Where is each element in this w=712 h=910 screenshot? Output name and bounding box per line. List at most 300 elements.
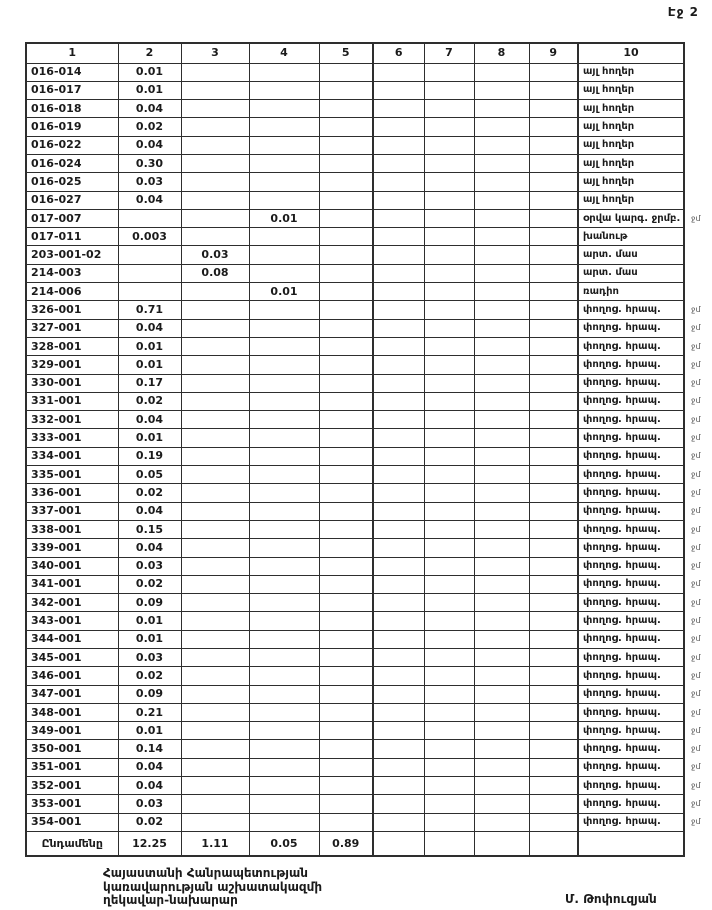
value-cell [529,703,578,721]
value-cell [319,283,373,301]
value-cell [474,100,529,118]
value-cell [249,667,319,685]
table-row [26,319,712,337]
value-cell [424,283,474,301]
parcel-code-cell: 016-022 [26,136,118,154]
value-cell: 0.03 [181,246,249,264]
parcel-code-cell: 338-001 [26,520,118,538]
table-row [26,209,712,227]
parcel-code-cell: 345-001 [26,649,118,667]
total-value-cell [373,831,424,856]
value-cell [529,575,578,593]
margin-annotation: ջմ [691,561,701,571]
table-row [26,136,712,154]
parcel-code-cell: 016-025 [26,173,118,191]
value-cell [181,374,249,392]
value-cell [249,520,319,538]
value-cell [373,575,424,593]
value-cell [373,356,424,374]
parcel-code-cell: 336-001 [26,484,118,502]
value-cell [373,795,424,813]
value-cell [181,594,249,612]
value-cell: 0.01 [118,612,181,630]
margin-annotation: ջմ [691,670,701,680]
value-cell: 0.30 [118,154,181,172]
value-cell [474,813,529,831]
value-cell [181,228,249,246]
value-cell [424,154,474,172]
margin-annotation [684,154,712,172]
margin-annotation: ջմ [691,707,701,717]
parcel-code-cell: 352-001 [26,777,118,795]
table-row [26,283,712,301]
value-cell [474,411,529,429]
value-cell [529,649,578,667]
value-cell [529,154,578,172]
margin-annotation [684,191,712,209]
value-cell [319,228,373,246]
value-cell [181,136,249,154]
value-cell [181,722,249,740]
land-type-cell: օրվա կարգ. ջրմբ. [578,209,684,227]
value-cell [529,374,578,392]
margin-annotation: ջմ [691,780,701,790]
value-cell [181,173,249,191]
margin-annotation [684,136,712,154]
value-cell [529,429,578,447]
value-cell [181,520,249,538]
value-cell [319,813,373,831]
value-cell [424,228,474,246]
value-cell [474,575,529,593]
value-cell [424,118,474,136]
margin-annotation: ջմ [691,799,701,809]
value-cell [424,337,474,355]
value-cell: 0.14 [118,740,181,758]
value-cell: 0.04 [118,539,181,557]
land-type-cell: խանութ [578,228,684,246]
issuer-title-line: կառավարության աշխատակազմի [103,879,323,894]
margin-annotation: ջմ [691,744,701,754]
parcel-code-cell: 334-001 [26,447,118,465]
table-row [26,374,712,392]
value-cell [529,740,578,758]
value-cell: 0.04 [118,136,181,154]
value-cell [319,209,373,227]
value-cell [249,703,319,721]
value-cell [474,191,529,209]
margin-annotation: ջմ [691,506,701,516]
value-cell [529,667,578,685]
parcel-code-cell: 348-001 [26,703,118,721]
value-cell [249,374,319,392]
value-cell: 0.08 [181,264,249,282]
column-header: 6 [373,43,424,63]
value-cell [529,484,578,502]
issuer-title [103,867,322,908]
value-cell [373,191,424,209]
margin-annotation: ջմ [691,469,701,479]
value-cell: 0.04 [118,411,181,429]
value-cell [181,630,249,648]
value-cell [181,337,249,355]
land-type-cell: այլ հողեր [578,173,684,191]
value-cell [424,758,474,776]
value-cell [424,392,474,410]
value-cell [529,411,578,429]
value-cell [118,283,181,301]
value-cell [249,356,319,374]
value-cell [373,612,424,630]
value-cell [249,191,319,209]
value-cell [474,173,529,191]
value-cell [181,484,249,502]
value-cell [373,722,424,740]
table-row [26,649,712,667]
table-row [26,575,712,593]
value-cell [373,283,424,301]
value-cell [474,337,529,355]
land-type-cell: փողոց. հրապ. [578,337,684,355]
value-cell [249,466,319,484]
value-cell [319,264,373,282]
margin-annotation [684,118,712,136]
value-cell [373,228,424,246]
value-cell [319,685,373,703]
value-cell [319,63,373,81]
value-cell: 0.01 [118,722,181,740]
land-type-cell: փողոց. հրապ. [578,502,684,520]
value-cell [373,301,424,319]
value-cell [424,246,474,264]
value-cell [529,795,578,813]
value-cell: 0.02 [118,392,181,410]
land-type-cell: այլ հողեր [578,154,684,172]
value-cell [319,722,373,740]
value-cell [249,136,319,154]
value-cell: 0.01 [118,337,181,355]
margin-annotation [684,81,712,99]
value-cell [249,447,319,465]
value-cell: 0.01 [118,63,181,81]
parcel-code-cell: 346-001 [26,667,118,685]
value-cell: 0.02 [118,667,181,685]
value-cell [529,209,578,227]
column-header: 8 [474,43,529,63]
value-cell [373,136,424,154]
table-row [26,685,712,703]
value-cell [181,575,249,593]
value-cell [529,758,578,776]
value-cell [474,392,529,410]
value-cell [181,100,249,118]
parcel-code-cell: 017-007 [26,209,118,227]
land-parcel-table [25,42,712,857]
value-cell [373,520,424,538]
margin-annotation [684,63,712,81]
land-type-cell: փողոց. հրապ. [578,392,684,410]
value-cell [474,209,529,227]
column-header: 9 [529,43,578,63]
value-cell [249,813,319,831]
value-cell [529,557,578,575]
value-cell [118,209,181,227]
value-cell [529,173,578,191]
value-cell [529,264,578,282]
value-cell [474,319,529,337]
land-type-cell: փողոց. հրապ. [578,813,684,831]
value-cell [424,173,474,191]
value-cell [474,758,529,776]
value-cell [424,594,474,612]
value-cell [373,557,424,575]
value-cell [373,411,424,429]
table-row [26,264,712,282]
value-cell [181,118,249,136]
value-cell [319,502,373,520]
margin-annotation [684,831,712,856]
value-cell [181,612,249,630]
value-cell: 0.03 [118,795,181,813]
parcel-code-cell: 343-001 [26,612,118,630]
value-cell [474,777,529,795]
value-cell [474,612,529,630]
value-cell [181,191,249,209]
value-cell [319,246,373,264]
value-cell [373,703,424,721]
total-value-cell [424,831,474,856]
value-cell [373,740,424,758]
value-cell [474,466,529,484]
value-cell [319,795,373,813]
margin-annotation [684,100,712,118]
value-cell [181,411,249,429]
table-total-row [26,831,712,856]
value-cell [424,209,474,227]
value-cell [181,319,249,337]
value-cell [181,813,249,831]
parcel-code-cell: 016-019 [26,118,118,136]
table-row [26,740,712,758]
value-cell [373,319,424,337]
table-row [26,228,712,246]
value-cell [373,246,424,264]
column-header: 7 [424,43,474,63]
value-cell [373,337,424,355]
value-cell [319,667,373,685]
value-cell: 0.01 [249,283,319,301]
parcel-code-cell: 341-001 [26,575,118,593]
land-type-cell: փողոց. հրապ. [578,795,684,813]
column-header: 5 [319,43,373,63]
value-cell [373,685,424,703]
value-cell [373,100,424,118]
parcel-code-cell: 337-001 [26,502,118,520]
value-cell [181,667,249,685]
value-cell [424,667,474,685]
value-cell [319,81,373,99]
parcel-code-cell: 344-001 [26,630,118,648]
value-cell [529,612,578,630]
value-cell [249,63,319,81]
value-cell [249,411,319,429]
value-cell [424,191,474,209]
table-row [26,411,712,429]
parcel-code-cell: 342-001 [26,594,118,612]
value-cell [424,447,474,465]
value-cell [319,520,373,538]
value-cell [373,813,424,831]
value-cell [474,484,529,502]
margin-annotation: ջմ [691,451,701,461]
parcel-code-cell: 329-001 [26,356,118,374]
table-body [26,63,712,831]
value-cell [529,136,578,154]
value-cell: 0.02 [118,484,181,502]
value-cell [424,813,474,831]
value-cell [181,356,249,374]
margin-annotation: ջմ [691,487,701,497]
table-row [26,301,712,319]
land-type-cell: փողոց. հրապ. [578,520,684,538]
parcel-code-cell: 350-001 [26,740,118,758]
value-cell [373,118,424,136]
table-row [26,63,712,81]
land-type-cell: այլ հողեր [578,63,684,81]
land-type-cell: փողոց. հրապ. [578,740,684,758]
margin-annotation [684,228,712,246]
value-cell [249,539,319,557]
parcel-code-cell: 330-001 [26,374,118,392]
land-type-cell: փողոց. հրապ. [578,557,684,575]
margin-annotation: ջմ [691,341,701,351]
value-cell [118,264,181,282]
value-cell: 0.02 [118,575,181,593]
column-header: 4 [249,43,319,63]
value-cell [249,337,319,355]
value-cell [424,722,474,740]
value-cell [529,392,578,410]
margin-annotation: ջմ [691,817,701,827]
value-cell [181,740,249,758]
value-cell [249,246,319,264]
value-cell [249,722,319,740]
value-cell: 0.04 [118,502,181,520]
margin-annotation: ջմ [691,762,701,772]
land-type-cell: փողոց. հրապ. [578,667,684,685]
value-cell [474,685,529,703]
value-cell [181,795,249,813]
table-row [26,81,712,99]
parcel-code-cell: 214-006 [26,283,118,301]
value-cell [424,630,474,648]
value-cell [424,740,474,758]
value-cell [319,301,373,319]
value-cell [529,319,578,337]
value-cell [181,649,249,667]
value-cell [529,356,578,374]
table-row [26,703,712,721]
value-cell [424,484,474,502]
value-cell [529,777,578,795]
value-cell [474,649,529,667]
parcel-code-cell: 351-001 [26,758,118,776]
land-type-cell: փողոց. հրապ. [578,466,684,484]
value-cell [249,777,319,795]
table-row [26,337,712,355]
value-cell [181,63,249,81]
table-row [26,118,712,136]
value-cell [181,429,249,447]
land-type-cell: փողոց. հրապ. [578,484,684,502]
table-row [26,154,712,172]
signatory-name: Մ. Թոփուզյան [565,892,657,906]
value-cell [181,301,249,319]
value-cell [474,520,529,538]
value-cell [529,246,578,264]
parcel-code-cell: 335-001 [26,466,118,484]
margin-annotation: ջմ [691,433,701,443]
value-cell [474,136,529,154]
value-cell [474,539,529,557]
margin-spacer [684,43,712,63]
value-cell [474,356,529,374]
table-row [26,466,712,484]
value-cell [373,154,424,172]
land-type-cell: փողոց. հրապ. [578,649,684,667]
parcel-code-cell: 326-001 [26,301,118,319]
land-type-cell: այլ հողեր [578,100,684,118]
value-cell [181,392,249,410]
margin-annotation [684,246,712,264]
value-cell: 0.09 [118,685,181,703]
land-type-cell: արտ. մաս [578,246,684,264]
table-row [26,502,712,520]
value-cell [474,81,529,99]
margin-annotation: ջմ [691,725,701,735]
value-cell [319,484,373,502]
value-cell [474,447,529,465]
value-cell [424,63,474,81]
value-cell [529,520,578,538]
value-cell [474,594,529,612]
value-cell [373,173,424,191]
value-cell [319,557,373,575]
column-header: 10 [578,43,684,63]
value-cell: 0.04 [118,777,181,795]
table-header-row [26,43,712,63]
value-cell [474,795,529,813]
value-cell [249,758,319,776]
land-type-cell: այլ հողեր [578,136,684,154]
table-row [26,612,712,630]
value-cell [474,374,529,392]
margin-annotation [684,283,712,301]
total-value-cell: 12.25 [118,831,181,856]
value-cell [424,777,474,795]
value-cell [373,539,424,557]
value-cell [319,191,373,209]
value-cell [424,703,474,721]
parcel-code-cell: 016-018 [26,100,118,118]
value-cell: 0.71 [118,301,181,319]
land-type-cell: փողոց. հրապ. [578,722,684,740]
value-cell [529,539,578,557]
margin-annotation: ջմ [691,689,701,699]
value-cell [249,118,319,136]
margin-annotation: ջմ [691,305,701,314]
value-cell [424,685,474,703]
